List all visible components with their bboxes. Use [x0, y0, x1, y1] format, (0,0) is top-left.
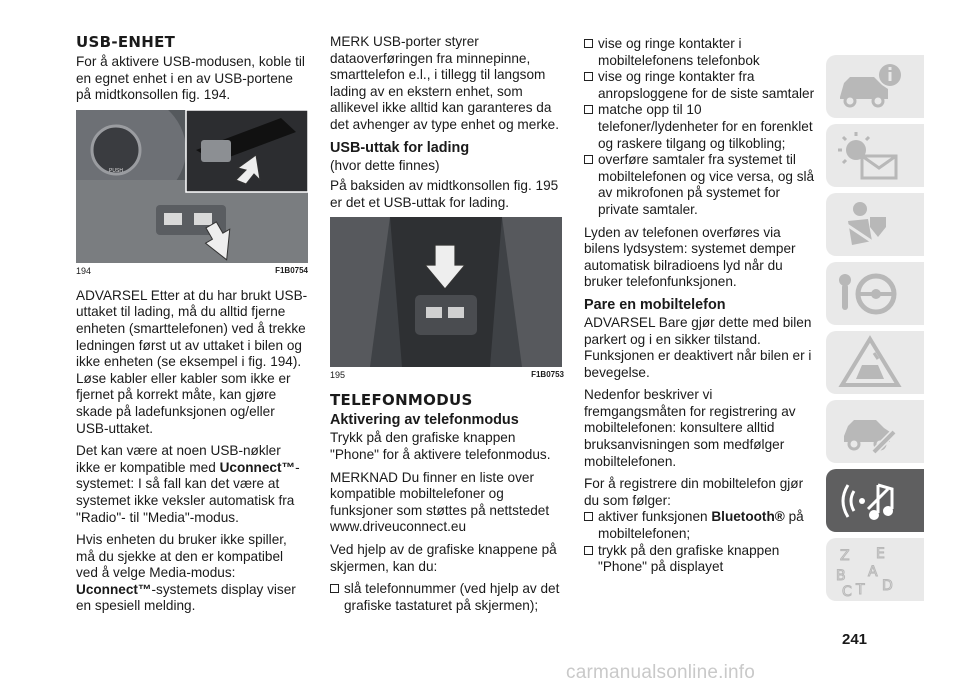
- usb-heading: USB-ENHET: [76, 33, 176, 51]
- phone-activation-desc: Trykk på den grafiske knappen "Phone" for å aktivere telefonmodus.: [330, 430, 551, 462]
- chapter-tabs: [826, 55, 924, 607]
- page-number: 241: [842, 631, 868, 648]
- tab-maintenance[interactable]: [826, 400, 924, 463]
- list-item: overføre samtaler fra systemet til mobiltelefonen og vice versa, og slå av mikrofonen på systemet for private samtaler.: [584, 152, 816, 218]
- tab-multimedia[interactable]: [826, 469, 924, 532]
- safety-icon: [834, 197, 904, 253]
- phone-mode-heading: TELEFONMODUS: [330, 391, 473, 410]
- figure-194: [76, 110, 308, 263]
- list-item: vise og ringe kontakter i mobiltelefonens telefonbok: [584, 36, 816, 69]
- figure-195: [330, 217, 562, 367]
- pairing-procedure: Nedenfor beskriver vi fremgangsmåten for registrering av mobiltelefonen: konsultere alltid bruksanvisningen som medfølger mobiltelefonen.: [584, 387, 796, 469]
- index-letter: B: [836, 568, 846, 584]
- usb-warning: ADVARSEL Etter at du har brukt USB-uttaket til lading, må du alltid fjerne enheten (smarttelefonen) ved å trekke ledningen først ut av uttaket i bilen og ikke enheten (se eksempel i fig. 194). Løse kabler eller kabler som ikke er fjernet på korrekt måte, kan gjøre skade på ladefunksjonen og/eller USB-uttaket.: [76, 287, 308, 436]
- phone-compat-note: MERKNAD Du finner en liste over kompatible mobiltelefoner og funksjoner som støttes på nettstedet www.driveuconnect.eu: [330, 469, 550, 535]
- checkbox-bullet-icon: [330, 584, 339, 593]
- column-left: [76, 34, 308, 621]
- pairing-steps-intro: For å registrere din mobiltelefon gjør du som følger:: [584, 476, 804, 508]
- pairing-heading: Pare en mobiltelefon: [584, 296, 726, 313]
- phone-buttons-intro: Ved hjelp av de grafiske knappene på skjermen, kan du:: [330, 541, 557, 574]
- usb-charging-note: (hvor dette finnes): [330, 157, 440, 173]
- phone-audio-note: Lyden av telefonen overføres via bilens lydsystem: systemet demper automatisk bilradioens lyd når du bruker telefonfunksjonen.: [584, 224, 796, 290]
- list-item: trykk på den grafiske knappen "Phone" på displayet: [584, 543, 816, 576]
- tab-index[interactable]: [826, 538, 924, 601]
- column-right: [584, 36, 816, 576]
- list-item: slå telefonnummer (ved hjelp av det grafiske tastaturet på skjermen);: [330, 581, 564, 614]
- list-item: vise og ringe kontakter fra anropsloggene for de siste samtaler: [584, 69, 816, 102]
- tab-starting-driving[interactable]: [826, 262, 924, 325]
- rear-usb-photo: [330, 217, 562, 367]
- multimedia-icon: [834, 473, 904, 529]
- usb-charging-heading: USB-uttak for lading: [330, 139, 470, 156]
- usb-compat-note: Det kan være at noen USB-nøkler ikke er kompatible med Uconnect™-systemet: I så fall kan det være at systemet ikke veksler automatisk fra "Radio"- til "Media"-modus.: [76, 443, 300, 525]
- index-letter: D: [882, 578, 893, 594]
- starting-driving-icon: [834, 266, 904, 322]
- index-letter: A: [868, 564, 878, 580]
- index-letter: Z: [840, 548, 850, 564]
- watermark: carmanualsonline.info: [566, 662, 756, 683]
- push-label: PUSH: [109, 167, 123, 174]
- figure-code: F1B0754: [275, 265, 308, 275]
- pairing-warning: ADVARSEL Bare gjør dette med bilen parkert og i en sikker tilstand. Funksjonen er deaktivert når bilen er i bevegelse.: [584, 314, 812, 380]
- list-item: aktiver funksjonen Bluetooth® på mobiltelefonen;: [584, 509, 816, 542]
- usb-intro: For å aktivere USB-modusen, koble til en egnet enhet i en av USB-portene på midtkonsollen fig. 194.: [76, 54, 305, 103]
- checkbox-bullet-icon: [584, 546, 593, 555]
- checkbox-bullet-icon: [584, 155, 593, 164]
- tab-safety[interactable]: [826, 193, 924, 256]
- emergency-icon: [834, 335, 904, 391]
- checkbox-bullet-icon: [584, 105, 593, 114]
- figure-number: 195: [330, 370, 346, 381]
- warning-lights-icon: [834, 128, 904, 184]
- checkbox-bullet-icon: [584, 72, 593, 81]
- usb-merk-note: MERK USB-porter styrer dataoverføringen fra minnepinne, smarttelefon e.l., i tillegg til langsom lading av en ekstern enhet, som allikevel ikke alltid kan garanteres da det avhenger av type enhet og merke.: [330, 34, 559, 132]
- phone-activation-heading: Aktivering av telefonmodus: [330, 412, 519, 429]
- tab-emergency[interactable]: [826, 331, 924, 394]
- index-letter: C: [842, 584, 852, 598]
- column-middle: [330, 34, 564, 614]
- checkbox-bullet-icon: [584, 512, 593, 521]
- usb-media-note: Hvis enheten du bruker ikke spiller, må du sjekke at den er kompatibel ved å velge Media-modus: Uconnect™-systemets display viser en spesiell melding.: [76, 532, 296, 614]
- figure-code: F1B0753: [531, 370, 564, 380]
- usb-charging-desc: På baksiden av midtkonsollen fig. 195 er det et USB-uttak for lading.: [330, 178, 559, 210]
- index-letter: T: [856, 582, 865, 598]
- tab-warning-lights[interactable]: [826, 124, 924, 187]
- car-info-icon: [834, 59, 904, 115]
- figure-number: 194: [76, 265, 92, 276]
- index-letter: E: [876, 546, 885, 562]
- figure-194-caption: [76, 266, 308, 276]
- usb-ports-photo: [76, 110, 308, 263]
- checkbox-bullet-icon: [584, 39, 593, 48]
- index-icon: [834, 542, 904, 598]
- maintenance-icon: [834, 404, 904, 460]
- tab-car-info[interactable]: [826, 55, 924, 118]
- figure-195-caption: [330, 370, 564, 380]
- list-item: matche opp til 10 telefoner/lydenheter for en forenklet og raskere tilgang og tilkobling;: [584, 102, 816, 152]
